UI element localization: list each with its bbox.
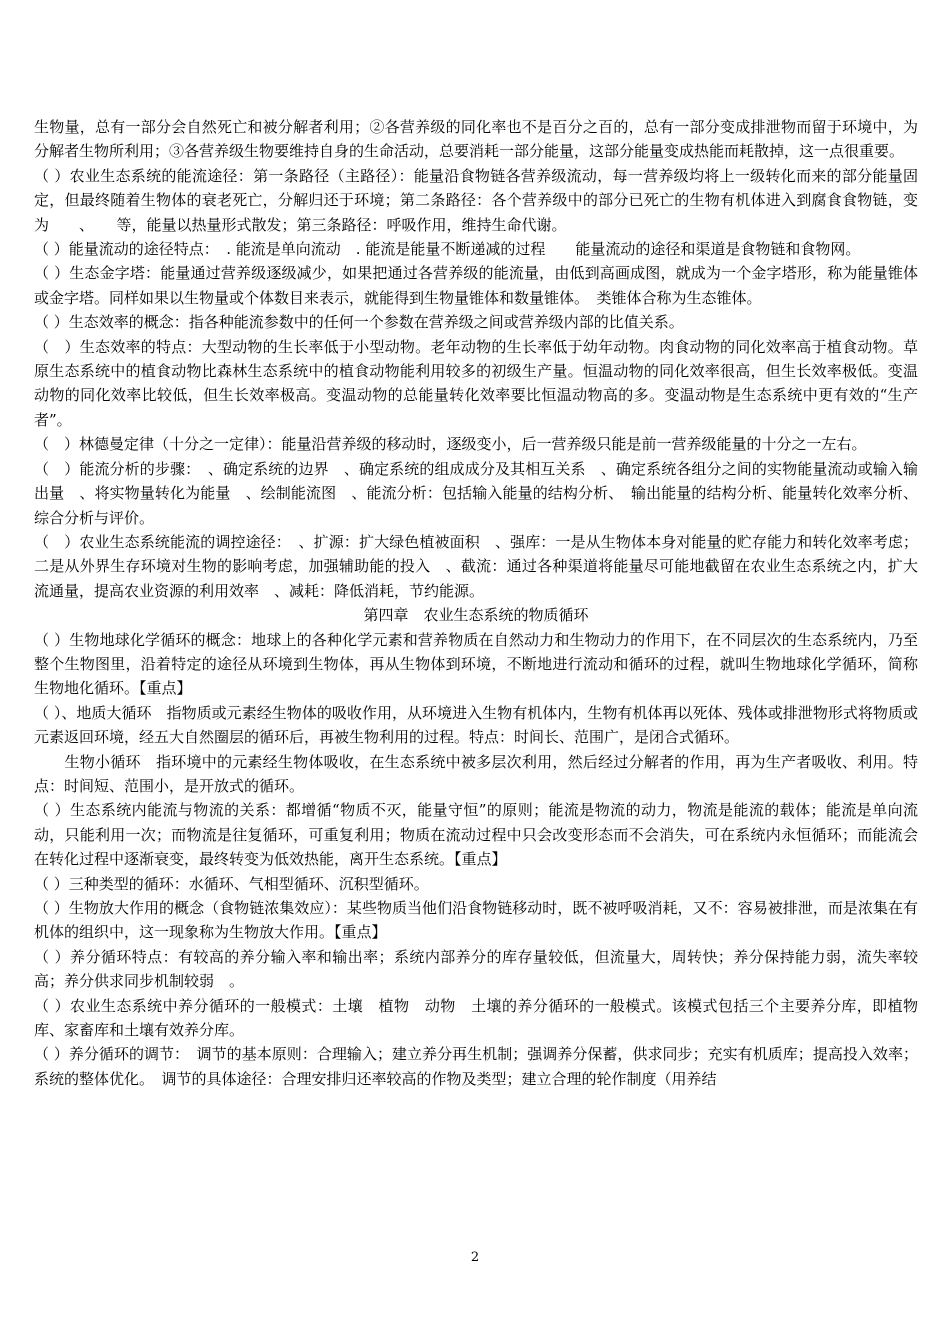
paragraph: （ ）农业生态系统能流的调控途径： 、扩源：扩大绿色植被面积 、强库：一是从生物体本身对能量的贮存能力和转化效率考虑；二是从外界生存环境对生物的影响考虑，加强辅助能的投入 、截流：通过各种渠道将能量尽可能地截留在农业生态系统之内，扩大流通量，提高农业资源的利用效率 、减耗：降低消耗，节约能源。 (34, 532, 918, 600)
paragraph: （ ）农业生态系统中养分循环的一般模式：土壤 植物 动物 土壤的养分循环的一般模式。该模式包括三个主要养分库，即植物库、家畜库和土壤有效养分库。 (34, 996, 918, 1040)
paragraph: 生物量，总有一部分会自然死亡和被分解者利用；②各营养级的同化率也不是百分之百的，总有一部分变成排泄物而留于环境中，为分解者生物所利用；③各营养级生物要维持自身的生命活动，总要消耗一部分能量，这部分能量变成热能而耗散掉，这一点很重要。 (34, 118, 918, 161)
paragraph: （ ）生物放大作用的概念（食物链浓集效应）：某些物质当他们沿食物链移动时，既不被呼吸消耗，又不：容易被排泄，而是浓集在有机体的组织中，这一现象称为生物放大作用。【重点】 (34, 899, 918, 942)
paragraph: （ ）生态效率的概念：指各种能流参数中的任何一个参数在营养级之间或营养级内部的比值关系。 (34, 313, 684, 332)
paragraph: （ ）养分循环的调节： 调节的基本原则：合理输入；建立养分再生机制；强调养分保蓄，供求同步；充实有机质库；提高投入效率；系统的整体优化。 调节的具体途径：合理安排归还率较高的作物及类型；建立合理的轮作制度（用养结 (34, 1045, 918, 1088)
paragraph: （ ）三种类型的循环：水循环、气相型循环、沉积型循环。 (34, 874, 429, 893)
paragraph: （ ）生态系统内能流与物流的关系：都增循“物质不灭，能量守恒”的原则；能流是物流的动力，物流是能流的载体；能流是单向流动，只能利用一次；而物流是往复循环，可重复利用；物质在流动过程中只会改变形态而不会消失，可在系统内永恒循环；而能流会在转化过程中逐渐衰变，最终转变为低效热能，离开生态系统。【重点】 (34, 801, 918, 869)
paragraph: （ ）生态效率的特点：大型动物的生长率低于小型动物。老年动物的生长率低于幼年动物。肉食动物的同化效率高于植食动物。草原生态系统中的植食动物比森林生态系统中的植食动物能利用较多的初级生产量。恒温动物的同化效率很高，但生长效率极低。变温动物的同化效率比较低，但生长效率极高。变温动物的总能量转化效率要比恒温动物高的多。变温动物是生态系统中更有效的“生产者”。 (34, 337, 918, 429)
paragraph: （ ）林德曼定律（十分之一定律）：能量沿营养级的移动时，逐级变小，后一营养级只能是前一营养级能量的十分之一左右。 (34, 435, 867, 454)
paragraph: 生物小循环 指环境中的元素经生物体吸收，在生态系统中被多层次利用，然后经过分解者的作用，再为生产者吸收、利用。特点：时间短、范围小，是开放式的循环。 (34, 752, 918, 795)
paragraph: （ ）能量流动的途径特点： . 能流是单向流动 . 能流是能量不断递减的过程 能量流动的途径和渠道是食物链和食物网。 (34, 240, 861, 259)
paragraph: （ ）养分循环特点：有较高的养分输入率和输出率；系统内部养分的库存量较低，但流量大，周转快；养分保持能力弱，流失率较高；养分供求同步机制较弱 。 (34, 947, 918, 991)
paragraph: （ ）农业生态系统的能流途径：第一条路径（主路径）：能量沿食物链各营养级流动，每一营养级均将上一级转化而来的部分能量固定，但最终随着生物体的衰老死亡，分解归还于环境；第二条路径：各个营养级中的部分已死亡的生物有机体进入到腐食食物链，变为 、 等，能量以热量形式散发；第三条路径：呼吸作用，维持生命代谢。 (34, 166, 918, 234)
paragraph: （ ）能流分析的步骤： 、确定系统的边界 、确定系统的组成成分及其相互关系 、确定系统各组分之间的实物能量流动或输入输出量 、将实物量转化为能量 、绘制能流图 、能流分析：包括输入能量的结构分析、 输出能量的结构分析、能量转化效率分析、综合分析与评价。 (34, 459, 918, 527)
paragraph: （ ）、地质大循环 指物质或元素经生物体的吸收作用，从环境进入生物有机体内，生物有机体再以死体、残体或排泄物形式将物质或元素返回环境，经五大自然圈层的循环后，再被生物利用的过程。特点：时间长、范围广，是闭合式循环。 (34, 703, 918, 747)
chapter-title: 第四章 农业生态系统的物质循环 (363, 606, 589, 625)
paragraph: （ ）生物地球化学循环的概念：地球上的各种化学元素和营养物质在自然动力和生物动力的作用下，在不同层次的生态系统内，乃至整个生物图里，沿着特定的途径从环境到生物体，再从生物体到环境，不断地进行流动和循环的过程，就叫生物地球化学循环，简称生物地化循环。【重点】 (34, 630, 918, 698)
page-content (34, 115, 918, 1091)
page-number: 2 (470, 1250, 480, 1265)
paragraph: （ ）生态金字塔：能量通过营养级逐级减少，如果把通过各营养级的能流量，由低到高画成图，就成为一个金字塔形，称为能量锥体或金字塔。同样如果以生物量或个体数目来表示，就能得到生物量锥体和数量锥体。 类锥体合称为生态锥体。 (34, 264, 918, 307)
